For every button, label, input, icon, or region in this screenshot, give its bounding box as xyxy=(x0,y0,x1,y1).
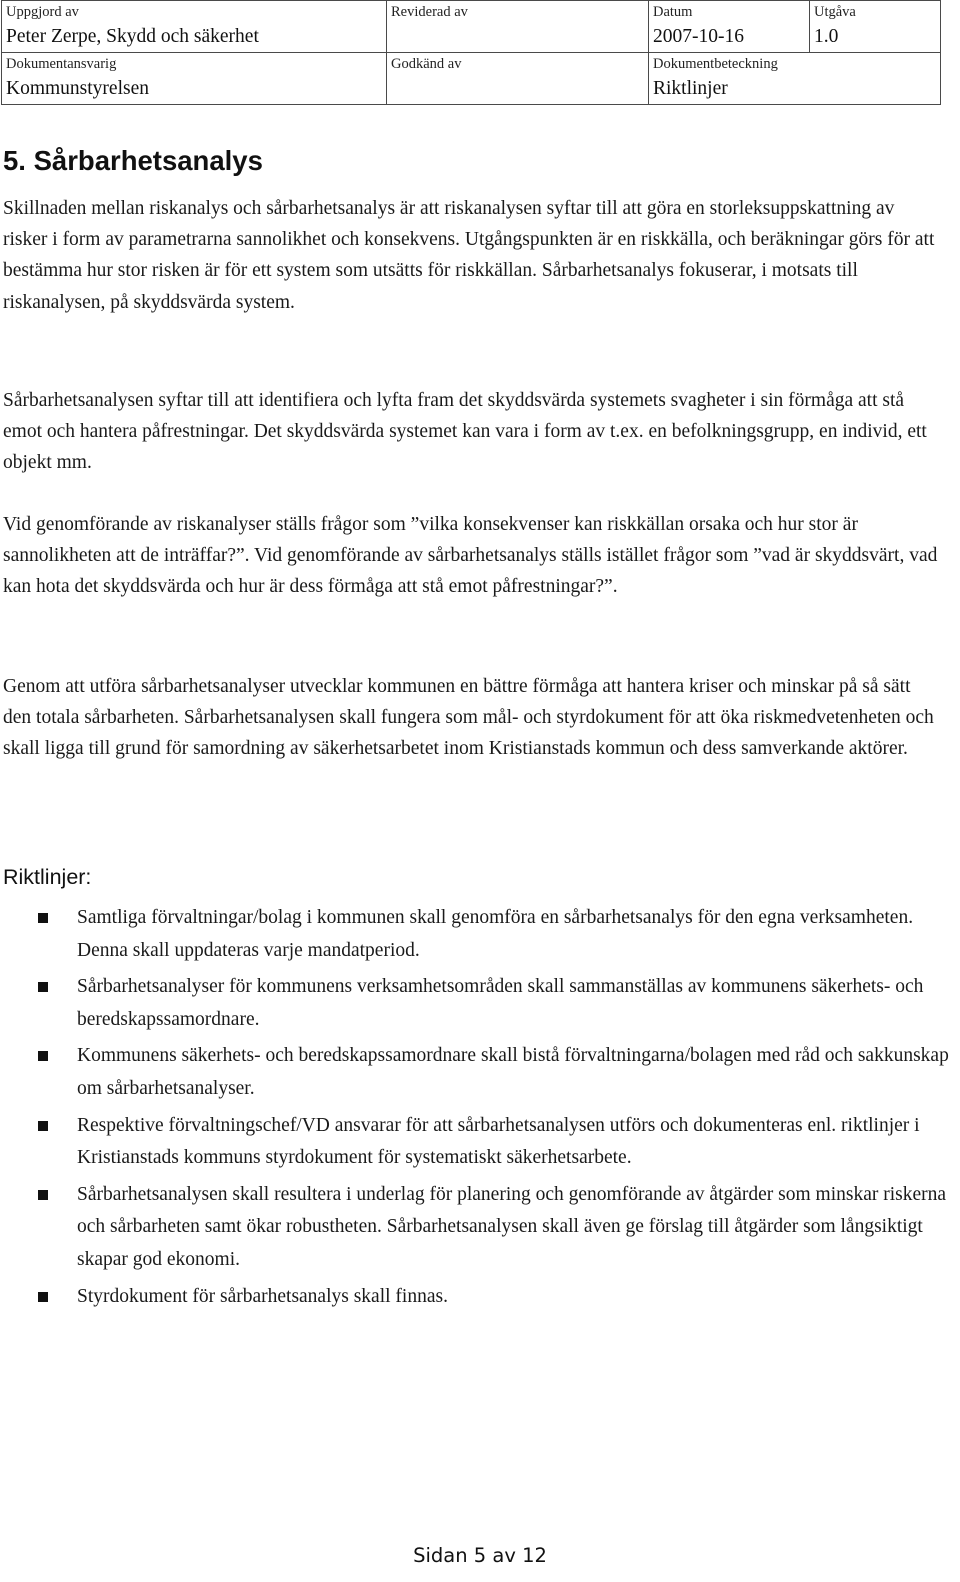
header-cell-date xyxy=(649,1,810,53)
list-item-text: Samtliga förvaltningar/bolag i kommunen skall genomföra en sårbarhetsanalys för den egna verksamheten. Denna skall uppdateras varje mandatperiod. xyxy=(77,907,914,961)
header-cell-approved-by xyxy=(387,53,649,105)
square-bullet-icon xyxy=(38,1190,48,1200)
square-bullet-icon xyxy=(38,982,48,992)
header-value: 1.0 xyxy=(814,26,839,47)
body-paragraph: Sårbarhetsanalysen syftar till att identifiera och lyfta fram det skyddsvärda systemets svagheter i sin förmåga att stå emot och hantera påfrestningar. Det skyddsvärda systemet kan vara i form av t.ex. en befolkningsgrupp, en individ, ett objekt mm. xyxy=(3,390,927,474)
guidelines-list xyxy=(0,902,950,1317)
header-row-2 xyxy=(2,53,941,105)
header-cell-edition xyxy=(810,1,941,53)
list-item xyxy=(0,971,950,1036)
body-paragraph: Genom att utföra sårbarhetsanalyser utvecklar kommunen en bättre förmåga att hantera kriser och minskar på så sätt den totala sårbarheten. Sårbarhetsanalysen skall fungera som mål- och styrdokument för att öka riskmedvetenheten och skall ligga till grund för samordning av säkerhetsarbetet inom Kristianstads kommun och dess samverkande aktörer. xyxy=(3,676,934,760)
list-item-text: Kommunens säkerhets- och beredskapssamordnare skall bistå förvaltningarna/bolagen med råd och sakkunskap om sårbarhetsanalyser. xyxy=(77,1045,949,1099)
list-item-text: Styrdokument för sårbarhetsanalys skall finnas. xyxy=(77,1285,448,1307)
square-bullet-icon xyxy=(38,1121,48,1131)
list-item xyxy=(0,1110,950,1175)
square-bullet-icon xyxy=(38,1051,48,1061)
list-item-text: Respektive förvaltningschef/VD ansvarar för att sårbarhetsanalysen utförs och dokumenteras enl. riktlinjer i Kristianstads kommuns styrdokument för systematiskt säkerhetsarbete. xyxy=(77,1114,920,1169)
list-item-text: Sårbarhetsanalysen skall resultera i underlag för planering och genomförande av åtgärder som minskar riskerna och sårbarheten samt ökar robustheten. Sårbarhetsanalysen skall även ge förslag till åtgärder som långsiktigt skapar god ekonomi. xyxy=(77,1183,947,1270)
header-label: Dokumentbeteckning xyxy=(653,56,778,72)
list-item-text: Sårbarhetsanalyser för kommunens verksamhetsområden skall sammanställas av kommunens säkerhets- och beredskapssamordnare. xyxy=(77,976,924,1030)
header-label: Reviderad av xyxy=(391,4,468,20)
list-item xyxy=(0,1040,950,1105)
guidelines-heading: Riktlinjer: xyxy=(3,865,92,889)
section-title: 5. Sårbarhetsanalys xyxy=(3,145,263,176)
body-paragraph: Vid genomförande av riskanalyser ställs frågor som ”vilka konsekvenser kan riskkällan orsaka och hur stor är sannolikheten att de inträffar?”. Vid genomförande av sårbarhetsanalys ställs istället frågor som ”vad är skyddsvärt, vad kan hota det skyddsvärda och hur är dess förmåga att stå emot påfrestningar?”. xyxy=(3,514,938,598)
list-item xyxy=(0,1179,950,1277)
header-label: Godkänd av xyxy=(391,56,462,72)
square-bullet-icon xyxy=(38,1292,48,1302)
list-item xyxy=(0,902,950,967)
header-label: Dokumentansvarig xyxy=(6,56,117,72)
header-value: Riktlinjer xyxy=(653,78,728,99)
document-header-table xyxy=(1,0,941,105)
header-label: Utgåva xyxy=(814,4,856,20)
header-cell-document-designation xyxy=(649,53,941,105)
list-item xyxy=(0,1281,950,1314)
header-row-1 xyxy=(2,1,941,53)
body-paragraph: Skillnaden mellan riskanalys och sårbarhetsanalys är att riskanalysen syftar till att göra en storleksuppskattning av risker i form av parametrarna sannolikhet och konsekvens. Utgångspunkten är en riskkälla, och beräkningar görs för att bestämma hur stor risken är för ett system som utsätts för riskkällan. Sårbarhetsanalys fokuserar, i motsats till riskanalysen, på skyddsvärda system. xyxy=(3,198,935,313)
header-value: Kommunstyrelsen xyxy=(6,78,149,99)
square-bullet-icon xyxy=(38,913,48,923)
header-value: Peter Zerpe, Skydd och säkerhet xyxy=(6,26,259,47)
header-cell-prepared-by xyxy=(2,1,387,53)
page-number-footer: Sidan 5 av 12 xyxy=(413,1544,547,1567)
header-cell-revised-by xyxy=(387,1,649,53)
header-label: Datum xyxy=(653,4,693,20)
header-cell-document-owner xyxy=(2,53,387,105)
header-value: 2007-10-16 xyxy=(653,26,744,47)
header-label: Uppgjord av xyxy=(6,4,79,20)
